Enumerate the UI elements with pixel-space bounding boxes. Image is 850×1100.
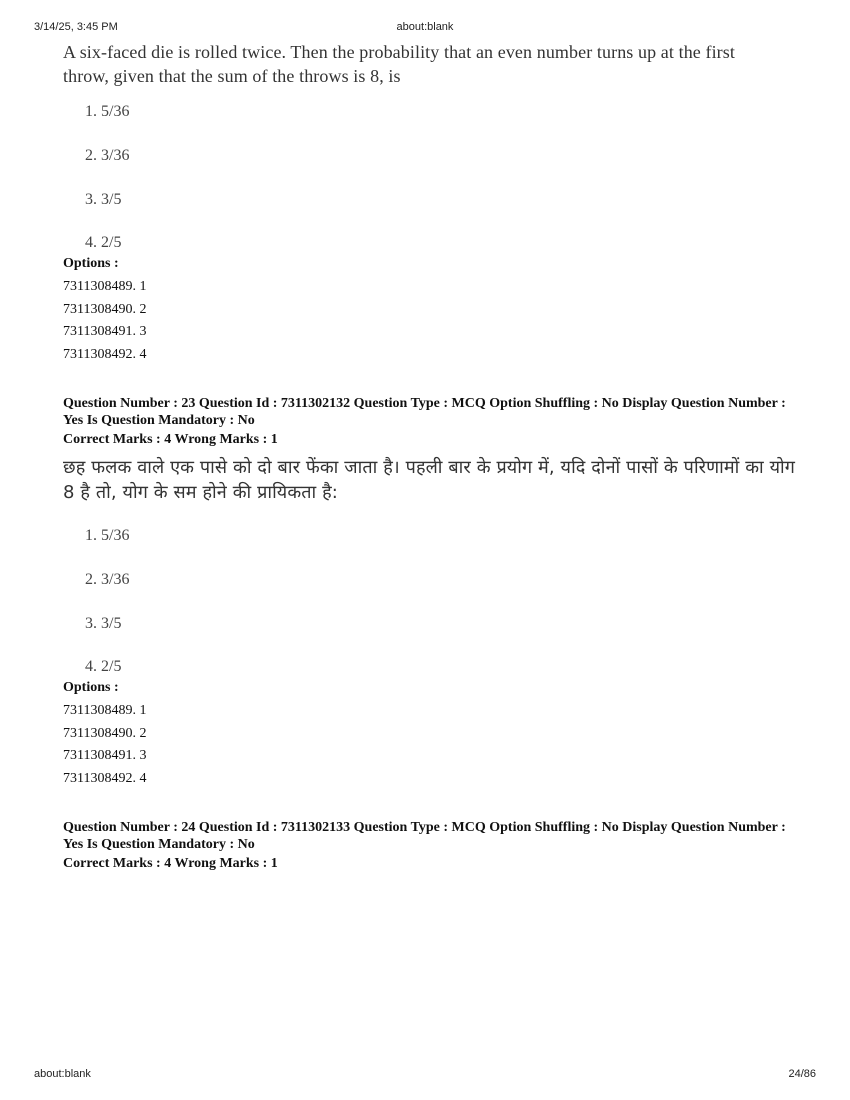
question-23-choice-1: 1. 5/36 [85, 527, 130, 544]
option-line: 7311308489. 1 [63, 703, 147, 718]
page-number: 24/86 [788, 1068, 816, 1080]
question-23-choice-3: 3. 3/5 [85, 615, 122, 632]
question-22-options-list [63, 276, 146, 366]
question-22-choice-1: 1. 5/36 [85, 103, 130, 120]
question-22-choice-2: 2. 3/36 [85, 147, 130, 164]
question-23-options-list [63, 700, 146, 790]
question-23-choice-2: 2. 3/36 [85, 571, 130, 588]
question-22-choice-4: 4. 2/5 [85, 234, 122, 251]
question-22-options-label: Options : [63, 256, 119, 271]
option-line: 7311308490. 2 [63, 301, 147, 317]
question-23-options-label: Options : [63, 680, 119, 695]
option-line: 7311308489. 1 [63, 279, 147, 294]
question-22-choice-3: 3. 3/5 [85, 191, 122, 208]
option-line: 7311308491. 3 [63, 324, 147, 339]
question-23-text: छह फलक वाले एक पासे को दो बार फेंका जाता है। पहली बार के प्रयोग में, यदि दोनों पासों के परिणामों का योग 8 है तो, योग के सम होने की प्रायिकता है: [63, 457, 796, 503]
question-23-meta: Question Number : 23 Question Id : 7311302132 Question Type : MCQ Option Shuffling : No Display Question Number : Yes Is Question Mandatory : No [63, 396, 786, 428]
print-datetime: 3/14/25, 3:45 PM [34, 21, 118, 33]
footer-url: about:blank [34, 1068, 91, 1080]
option-line: 7311308492. 4 [63, 770, 147, 786]
option-line: 7311308492. 4 [63, 346, 147, 362]
option-line: 7311308490. 2 [63, 725, 147, 741]
option-line: 7311308491. 3 [63, 748, 147, 763]
question-23-marks: Correct Marks : 4 Wrong Marks : 1 [63, 432, 278, 447]
question-22-text: A six-faced die is rolled twice. Then the probability that an even number turns up at the first throw, given that the sum of the throws is 8, is [63, 42, 735, 86]
question-24-meta: Question Number : 24 Question Id : 7311302133 Question Type : MCQ Option Shuffling : No Display Question Number : Yes Is Question Mandatory : No [63, 820, 786, 852]
question-24-marks: Correct Marks : 4 Wrong Marks : 1 [63, 856, 278, 871]
question-23-choice-4: 4. 2/5 [85, 658, 122, 675]
print-page-title: about:blank [396, 21, 454, 33]
